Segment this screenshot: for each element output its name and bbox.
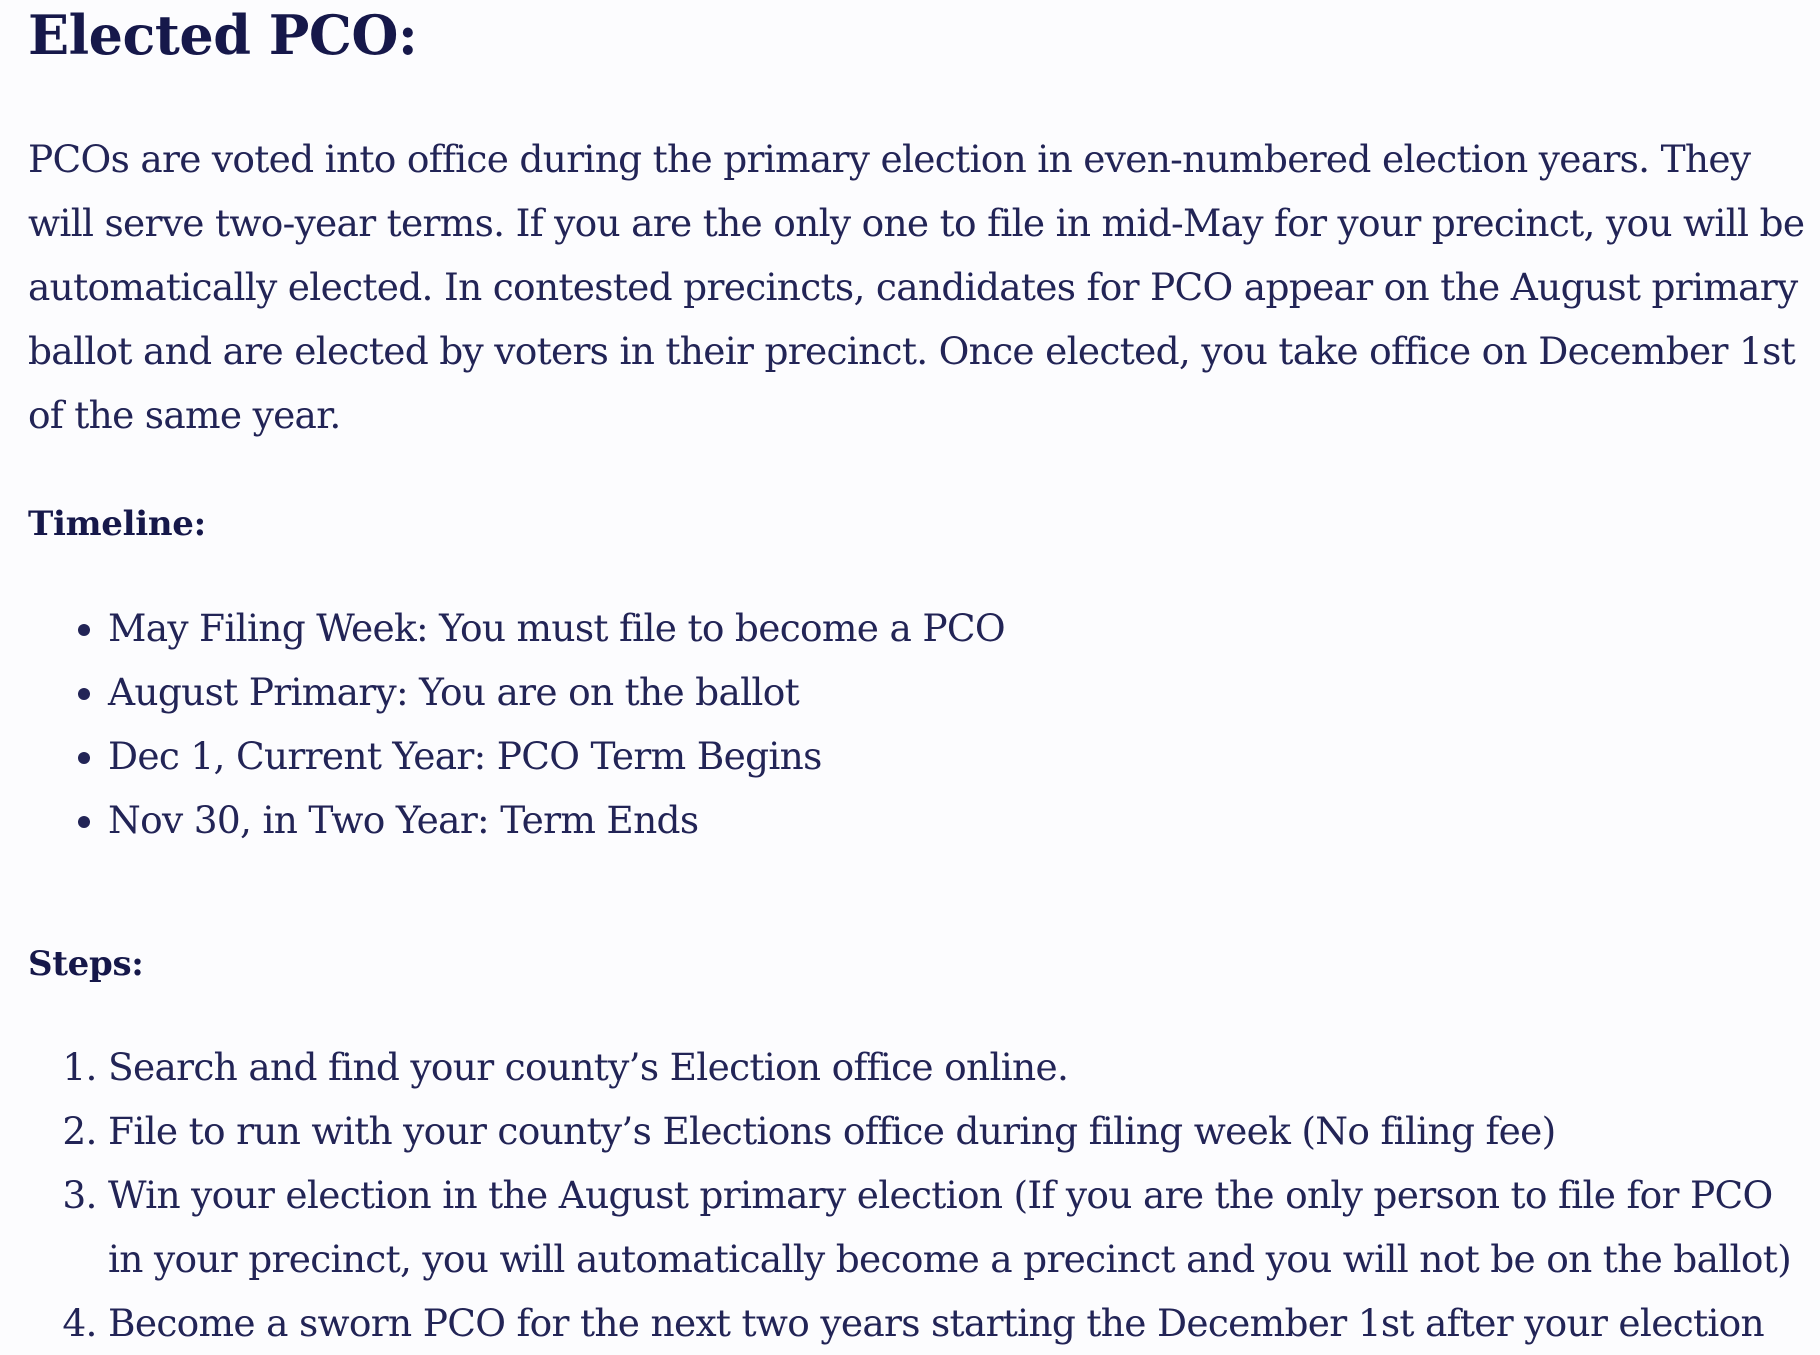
timeline-item: • Dec 1, Current Year: PCO Term Begins <box>108 724 1808 788</box>
timeline-item: • August Primary: You are on the ballot <box>108 660 1808 724</box>
steps-heading: Steps: <box>28 944 144 984</box>
intro-paragraph: PCOs are voted into office during the primary election in even-numbered election years. They will serve two-year terms. If you are the only one to file in mid-May for your precinct, you will be automatically elected. In contested precincts, candidates for PCO appear on the August primary ballot and are elected by voters in their precinct. Once elected, you take office on December 1st of the same year. <box>28 137 1805 437</box>
step-item: 3. Win your election in the August primary election (If you are the only person to file for PCO in your precinct, you will automatically become a precinct and you will not be on the ballot) <box>108 1163 1808 1291</box>
step-item: 4. Become a sworn PCO for the next two years starting the December 1st after your election <box>108 1291 1808 1355</box>
steps-list <box>28 1035 1808 1355</box>
timeline-list <box>28 596 1808 852</box>
step-item: 1. Search and find your county’s Election office online. <box>108 1035 1808 1099</box>
timeline-item: • May Filing Week: You must file to become a PCO <box>108 596 1808 660</box>
step-item: 2. File to run with your county’s Elections office during filing week (No filing fee) <box>108 1099 1808 1163</box>
timeline-heading: Timeline: <box>28 504 206 544</box>
timeline-item: • Nov 30, in Two Year: Term Ends <box>108 788 1808 852</box>
page-title: Elected PCO: <box>28 3 418 67</box>
